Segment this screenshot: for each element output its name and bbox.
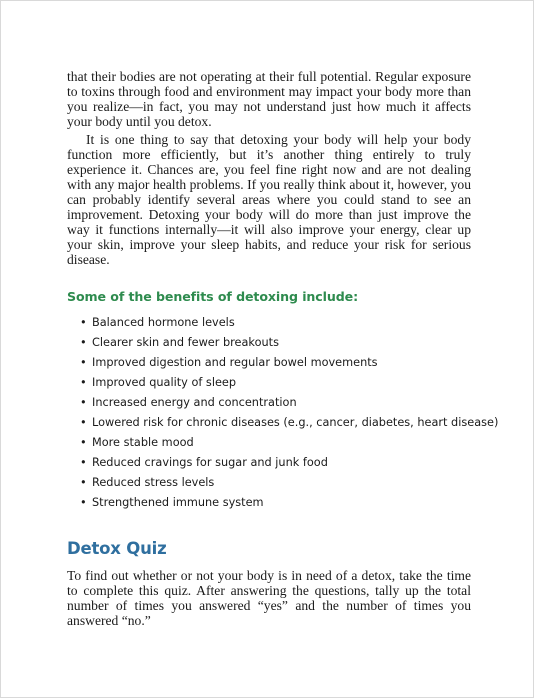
- bullet-icon: •: [80, 316, 87, 329]
- benefits-heading: Some of the benefits of detoxing include:: [67, 289, 359, 304]
- quiz-heading: Detox Quiz: [67, 539, 167, 558]
- list-item: [67, 415, 507, 435]
- list-item: [67, 315, 507, 335]
- bullet-icon: •: [80, 496, 87, 509]
- list-item-label: Improved quality of sleep: [92, 376, 237, 389]
- bullet-icon: •: [80, 336, 87, 349]
- list-item-label: Improved digestion and regular bowel movements: [92, 356, 378, 369]
- list-item: [67, 495, 507, 515]
- list-item: [67, 355, 507, 375]
- list-item: [67, 375, 507, 395]
- list-item: [67, 335, 507, 355]
- bullet-icon: •: [80, 376, 87, 389]
- list-item: [67, 435, 507, 455]
- bullet-icon: •: [80, 396, 87, 409]
- list-item-label: Reduced stress levels: [92, 476, 215, 489]
- bullet-icon: •: [80, 476, 87, 489]
- list-item-label: Clearer skin and fewer breakouts: [92, 336, 279, 349]
- bullet-icon: •: [80, 356, 87, 369]
- benefits-list: [67, 315, 507, 515]
- list-item-label: More stable mood: [92, 436, 194, 449]
- list-item-label: Strengthened immune system: [92, 496, 264, 509]
- list-item: [67, 475, 507, 495]
- bullet-icon: •: [80, 416, 87, 429]
- list-item: [67, 455, 507, 475]
- list-item: [67, 395, 507, 415]
- list-item-label: Increased energy and concentration: [92, 396, 297, 409]
- body-paragraph-detox-benefits: It is one thing to say that detoxing your body will help your body function more efficiently, but it’s another thing entirely to truly experience it. Chances are, you feel fine right now and are not dealing with any major health problems. If you really think about it, however, you can probably identify several areas where you could stand to see an improvement. Detoxing your body will do more than just improve the way it functions internally—it will also improve your energy, clear up your skin, improve your sleep habits, and reduce your risk for serious disease.: [67, 132, 471, 267]
- list-item-label: Reduced cravings for sugar and junk food: [92, 456, 328, 469]
- bullet-icon: •: [80, 436, 87, 449]
- list-item-label: Lowered risk for chronic diseases (e.g., cancer, diabetes, heart disease): [92, 416, 499, 429]
- bullet-icon: •: [80, 456, 87, 469]
- body-paragraph-continued: that their bodies are not operating at their full potential. Regular exposure to toxins through food and environment may impact your body more than you realize—in fact, you may not understand just how much it affects your body until you detox.: [67, 69, 471, 129]
- quiz-intro-paragraph: To find out whether or not your body is in need of a detox, take the time to complete this quiz. After answering the questions, tally up the total number of times you answered “yes” and the number of times you answered “no.”: [67, 568, 471, 628]
- list-item-label: Balanced hormone levels: [92, 316, 235, 329]
